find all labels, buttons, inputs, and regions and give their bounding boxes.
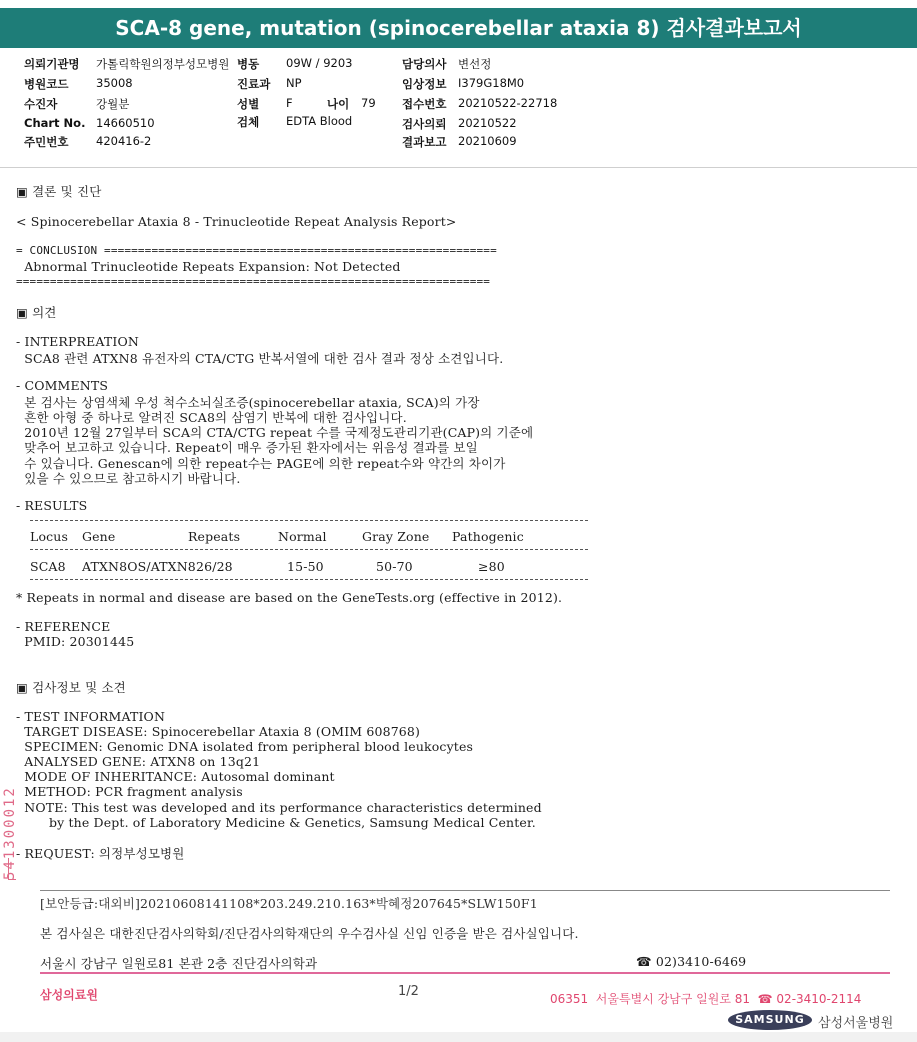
field-value-patient-name: 강월분 bbox=[96, 97, 130, 111]
field-label-clinical-info: 임상정보 bbox=[402, 77, 447, 91]
test-info-header: - TEST INFORMATION bbox=[16, 709, 166, 724]
results-cell-pathogenic: ≥80 bbox=[478, 559, 505, 574]
conclusion-text: Abnormal Trinucleotide Repeats Expansion: Not Detected bbox=[16, 259, 401, 274]
field-label-age: 나이 bbox=[327, 97, 350, 111]
field-label-hospital-code: 병원코드 bbox=[24, 77, 69, 91]
field-label-specimen: 검체 bbox=[237, 115, 260, 129]
comments-line: 흔한 아형 중 하나로 알려진 SCA8의 삼염기 반복에 대한 검사입니다. bbox=[16, 410, 407, 425]
stamp-number: 541300012 bbox=[2, 786, 18, 880]
results-cell-normal: 15-50 bbox=[287, 559, 324, 574]
field-value-clinical-info: I379G18M0 bbox=[458, 76, 525, 90]
footer-address: 06351 서울특별시 강남구 일원로 81 ☎ 02-3410-2114 bbox=[550, 992, 862, 1006]
field-value-doctor: 변선정 bbox=[458, 57, 492, 71]
comments-line: 맞추어 보고하고 있습니다. Repeat이 매우 증가된 환자에서는 위음성 결과를 보일 bbox=[16, 440, 478, 455]
security-divider bbox=[40, 890, 890, 891]
report-sheet bbox=[0, 170, 917, 998]
samsung-logo: SAMSUNG bbox=[728, 1010, 812, 1030]
field-label-institution: 의뢰기관명 bbox=[24, 57, 80, 71]
field-value-specimen: EDTA Blood bbox=[286, 114, 353, 128]
test-info-line: by the Dept. of Laboratory Medicine & Genetics, Samsung Medical Center. bbox=[16, 815, 536, 830]
patient-info-panel bbox=[0, 54, 917, 168]
test-info-line: SPECIMEN: Genomic DNA isolated from peripheral blood leukocytes bbox=[16, 739, 474, 754]
field-label-patient-name: 수진자 bbox=[24, 97, 58, 111]
hospital-name: 삼성서울병원 bbox=[818, 1016, 894, 1031]
section-conclusion-title: ▣ 결론 및 진단 bbox=[16, 184, 102, 199]
results-cell-locus: SCA8 bbox=[30, 559, 66, 574]
results-divider-bottom bbox=[30, 579, 588, 580]
comments-line: 있을 수 있으므로 참고하시기 바랍니다. bbox=[16, 471, 241, 486]
test-info-line: NOTE: This test was developed and its performance characteristics determined bbox=[16, 800, 542, 815]
comments-line: 2010년 12월 27일부터 SCA의 CTA/CTG repeat 수를 국제정도관리기관(CAP)의 기준에 bbox=[16, 425, 534, 440]
security-text: [보안등급:대외비]20210608141108*203.249.210.163*박혜정207645*SLW150F1 bbox=[40, 896, 538, 911]
request-text: - REQUEST: 의정부성모병원 bbox=[16, 846, 185, 861]
field-value-institution: 가톨릭학원의정부성모병원 bbox=[96, 57, 230, 71]
page-number: 1/2 bbox=[398, 984, 419, 999]
test-info-line: METHOD: PCR fragment analysis bbox=[16, 784, 243, 799]
results-col-repeats: Repeats bbox=[188, 529, 241, 544]
field-label-department: 진료과 bbox=[237, 77, 271, 91]
comments-header: - COMMENTS bbox=[16, 378, 109, 393]
field-value-report-date: 20210609 bbox=[458, 134, 517, 148]
test-info-line: MODE OF INHERITANCE: Autosomal dominant bbox=[16, 769, 335, 784]
interpretation-text: SCA8 관련 ATXN8 유전자의 CTA/CTG 반복서열에 대한 검사 결과 정상 소견입니다. bbox=[16, 351, 504, 366]
field-value-hospital-code: 35008 bbox=[96, 76, 133, 90]
results-col-pathogenic: Pathogenic bbox=[452, 529, 524, 544]
test-info-line: TARGET DISEASE: Spinocerebellar Ataxia 8 (OMIM 608768) bbox=[16, 724, 421, 739]
section-test-info-title: ▣ 검사정보 및 소견 bbox=[16, 680, 126, 695]
results-divider-top bbox=[30, 520, 588, 521]
results-col-gray-zone: Gray Zone bbox=[362, 529, 430, 544]
comments-line: 본 검사는 상염색체 우성 척수소뇌실조증(spinocerebellar ataxia, SCA)의 가장 bbox=[16, 395, 480, 410]
field-value-request-date: 20210522 bbox=[458, 116, 517, 130]
footer-strip bbox=[0, 1032, 917, 1042]
results-col-normal: Normal bbox=[278, 529, 327, 544]
field-value-chart-no: 14660510 bbox=[96, 116, 155, 130]
test-info-line: ANALYSED GENE: ATXN8 on 13q21 bbox=[16, 754, 261, 769]
comments-line: 수 있습니다. Genescan에 의한 repeat수는 PAGE에 의한 repeat수와 약간의 차이가 bbox=[16, 456, 506, 471]
field-label-doctor: 담당의사 bbox=[402, 57, 447, 71]
lab-phone: ☎ 02)3410-6469 bbox=[636, 954, 747, 969]
results-cell-gene: ATXN8OS/ATXN8 bbox=[82, 559, 196, 574]
field-label-chart-no: Chart No. bbox=[24, 116, 86, 130]
results-col-gene: Gene bbox=[82, 529, 116, 544]
field-label-resident-no: 주민번호 bbox=[24, 135, 69, 149]
reference-header: - REFERENCE bbox=[16, 619, 111, 634]
field-value-department: NP bbox=[286, 76, 302, 90]
analysis-report-title: < Spinocerebellar Ataxia 8 - Trinucleotide Repeat Analysis Report> bbox=[16, 214, 457, 229]
lab-address: 서울시 강남구 일원로81 본관 2층 진단검사의학과 bbox=[40, 956, 318, 971]
conclusion-header: = CONCLUSION ========================================================== bbox=[16, 244, 497, 257]
field-label-accession-no: 접수번호 bbox=[402, 97, 447, 111]
field-label-request-date: 검사의뢰 bbox=[402, 117, 447, 131]
report-title: SCA-8 gene, mutation (spinocerebellar ataxia 8) 검사결과보고서 bbox=[0, 8, 917, 48]
field-label-report-date: 결과보고 bbox=[402, 135, 447, 149]
certification-text: 본 검사실은 대한진단검사의학회/진단검사의학재단의 우수검사실 신임 인증을 받은 검사실입니다. bbox=[40, 926, 579, 941]
reference-text: PMID: 20301445 bbox=[16, 634, 135, 649]
footer-brand: 삼성의료원 bbox=[40, 988, 98, 1002]
interpretation-header: - INTERPREATION bbox=[16, 334, 139, 349]
conclusion-footer: ====================================================================== bbox=[16, 275, 491, 288]
stamp-bracket bbox=[8, 858, 16, 880]
pink-divider bbox=[40, 972, 890, 974]
results-cell-repeats: 26/28 bbox=[196, 559, 233, 574]
results-header: - RESULTS bbox=[16, 498, 88, 513]
results-cell-gray-zone: 50-70 bbox=[376, 559, 413, 574]
field-value-accession-no: 20210522-22718 bbox=[458, 96, 558, 110]
section-opinion-title: ▣ 의견 bbox=[16, 305, 57, 320]
field-value-ward: 09W / 9203 bbox=[286, 56, 353, 70]
results-col-locus: Locus bbox=[30, 529, 69, 544]
results-note: * Repeats in normal and disease are based on the GeneTests.org (effective in 2012). bbox=[16, 590, 563, 605]
field-label-sex: 성별 bbox=[237, 97, 260, 111]
page-footer bbox=[0, 980, 917, 1042]
field-value-age: 79 bbox=[361, 96, 376, 110]
field-value-sex: F bbox=[286, 96, 293, 110]
results-divider-mid bbox=[30, 549, 588, 550]
field-label-ward: 병동 bbox=[237, 57, 260, 71]
field-value-resident-no: 420416-2 bbox=[96, 134, 152, 148]
